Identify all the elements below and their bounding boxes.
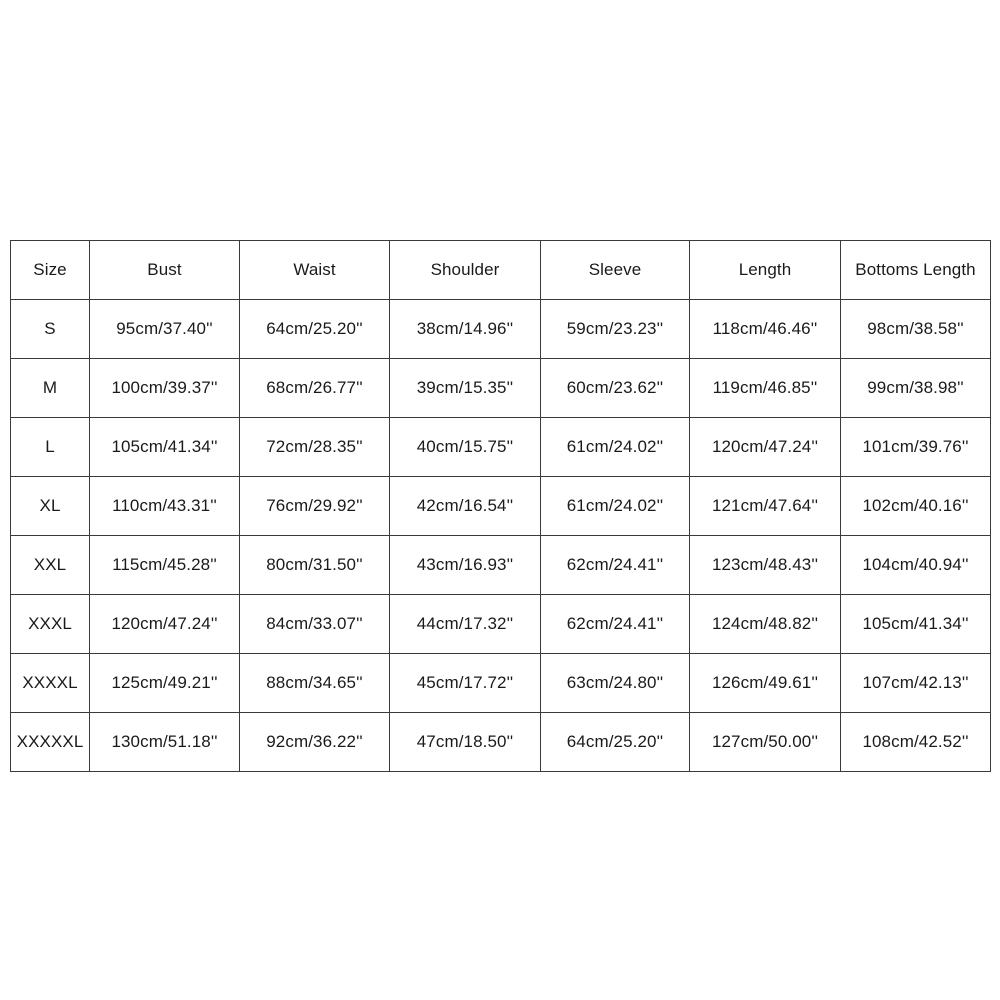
- bottoms-length-cell: 99cm/38.98'': [841, 359, 991, 418]
- table-row: [11, 654, 991, 713]
- table-row: [11, 595, 991, 654]
- table-row: [11, 477, 991, 536]
- sleeve-cell: 61cm/24.02'': [541, 477, 690, 536]
- bottoms-length-cell: 108cm/42.52'': [841, 713, 991, 772]
- shoulder-cell: 45cm/17.72'': [390, 654, 541, 713]
- header-shoulder: Shoulder: [390, 241, 541, 300]
- shoulder-cell: 40cm/15.75'': [390, 418, 541, 477]
- shoulder-cell: 42cm/16.54'': [390, 477, 541, 536]
- bust-cell: 130cm/51.18'': [90, 713, 240, 772]
- size-cell: XXXXL: [11, 654, 90, 713]
- header-sleeve: Sleeve: [541, 241, 690, 300]
- header-bust: Bust: [90, 241, 240, 300]
- sleeve-cell: 60cm/23.62'': [541, 359, 690, 418]
- shoulder-cell: 43cm/16.93'': [390, 536, 541, 595]
- size-cell: XL: [11, 477, 90, 536]
- header-size: Size: [11, 241, 90, 300]
- bottoms-length-cell: 105cm/41.34'': [841, 595, 991, 654]
- waist-cell: 68cm/26.77'': [240, 359, 390, 418]
- sleeve-cell: 61cm/24.02'': [541, 418, 690, 477]
- size-cell: M: [11, 359, 90, 418]
- table-row: [11, 359, 991, 418]
- waist-cell: 88cm/34.65'': [240, 654, 390, 713]
- size-cell: L: [11, 418, 90, 477]
- bust-cell: 100cm/39.37'': [90, 359, 240, 418]
- bottoms-length-cell: 104cm/40.94'': [841, 536, 991, 595]
- bust-cell: 105cm/41.34'': [90, 418, 240, 477]
- bottoms-length-cell: 107cm/42.13'': [841, 654, 991, 713]
- header-waist: Waist: [240, 241, 390, 300]
- waist-cell: 64cm/25.20'': [240, 300, 390, 359]
- length-cell: 126cm/49.61'': [690, 654, 841, 713]
- length-cell: 124cm/48.82'': [690, 595, 841, 654]
- sleeve-cell: 62cm/24.41'': [541, 595, 690, 654]
- shoulder-cell: 44cm/17.32'': [390, 595, 541, 654]
- waist-cell: 76cm/29.92'': [240, 477, 390, 536]
- table-row: [11, 300, 991, 359]
- bust-cell: 115cm/45.28'': [90, 536, 240, 595]
- bust-cell: 95cm/37.40'': [90, 300, 240, 359]
- bottoms-length-cell: 102cm/40.16'': [841, 477, 991, 536]
- length-cell: 118cm/46.46'': [690, 300, 841, 359]
- table-row: [11, 418, 991, 477]
- shoulder-cell: 39cm/15.35'': [390, 359, 541, 418]
- waist-cell: 72cm/28.35'': [240, 418, 390, 477]
- waist-cell: 84cm/33.07'': [240, 595, 390, 654]
- bottoms-length-cell: 101cm/39.76'': [841, 418, 991, 477]
- size-cell: XXL: [11, 536, 90, 595]
- length-cell: 120cm/47.24'': [690, 418, 841, 477]
- sleeve-cell: 64cm/25.20'': [541, 713, 690, 772]
- shoulder-cell: 38cm/14.96'': [390, 300, 541, 359]
- header-length: Length: [690, 241, 841, 300]
- waist-cell: 92cm/36.22'': [240, 713, 390, 772]
- length-cell: 127cm/50.00'': [690, 713, 841, 772]
- header-bottoms-length: Bottoms Length: [841, 241, 991, 300]
- waist-cell: 80cm/31.50'': [240, 536, 390, 595]
- length-cell: 121cm/47.64'': [690, 477, 841, 536]
- size-cell: S: [11, 300, 90, 359]
- header-row: [11, 241, 991, 300]
- bust-cell: 110cm/43.31'': [90, 477, 240, 536]
- length-cell: 123cm/48.43'': [690, 536, 841, 595]
- table-row: [11, 536, 991, 595]
- size-cell: XXXXXL: [11, 713, 90, 772]
- sleeve-cell: 59cm/23.23'': [541, 300, 690, 359]
- shoulder-cell: 47cm/18.50'': [390, 713, 541, 772]
- bottoms-length-cell: 98cm/38.58'': [841, 300, 991, 359]
- sleeve-cell: 62cm/24.41'': [541, 536, 690, 595]
- bust-cell: 125cm/49.21'': [90, 654, 240, 713]
- size-cell: XXXL: [11, 595, 90, 654]
- bust-cell: 120cm/47.24'': [90, 595, 240, 654]
- table-row: [11, 713, 991, 772]
- length-cell: 119cm/46.85'': [690, 359, 841, 418]
- sleeve-cell: 63cm/24.80'': [541, 654, 690, 713]
- size-chart-table: [10, 240, 991, 772]
